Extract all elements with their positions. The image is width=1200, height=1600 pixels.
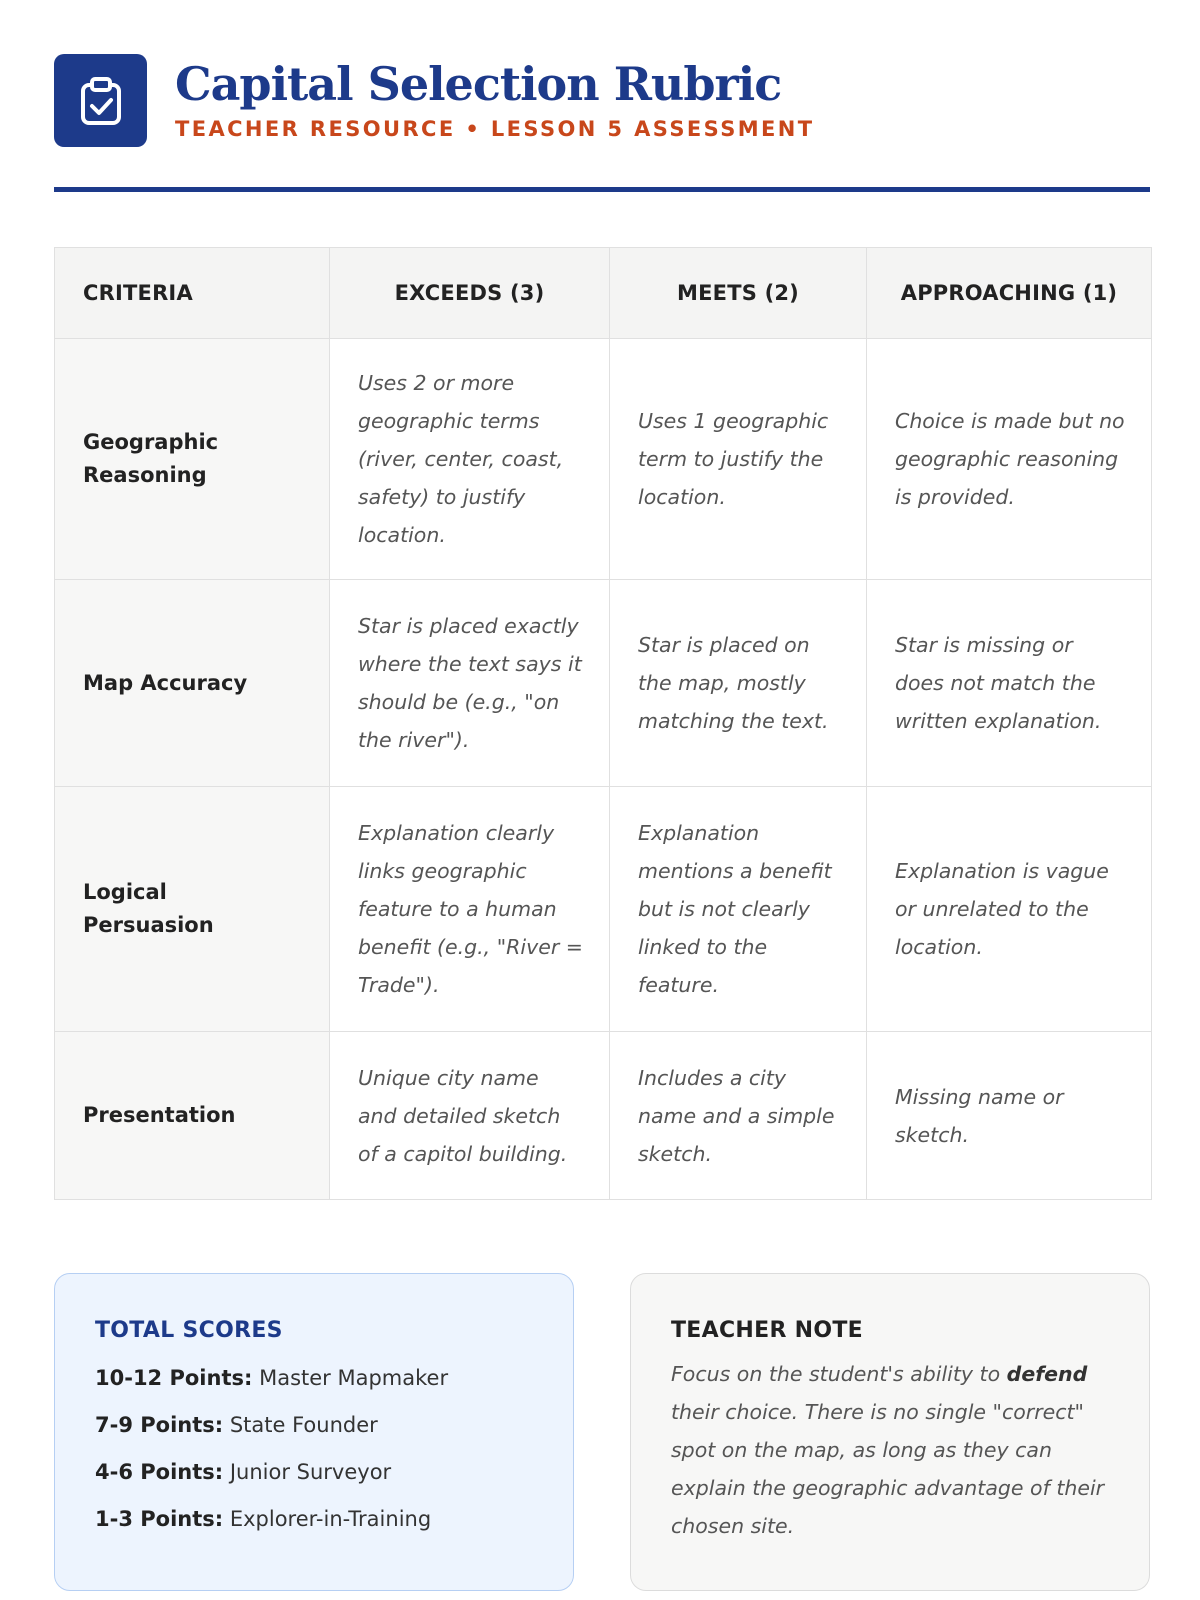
table-row <box>55 1032 1152 1200</box>
table-row <box>55 787 1152 1032</box>
score-range: 10-12 Points: <box>95 1366 253 1390</box>
table-header-row <box>55 248 1152 339</box>
table-row <box>55 339 1152 580</box>
score-range: 4-6 Points: <box>95 1460 224 1484</box>
score-label: Explorer-in-Training <box>229 1507 432 1531</box>
exceeds-cell: Explanation clearly links geographic feature to a human benefit (e.g., "River = Trade"). <box>330 787 610 1032</box>
score-item <box>95 1402 533 1449</box>
approaching-cell: Choice is made but no geographic reasoning is provided. <box>867 339 1152 580</box>
header-divider <box>54 187 1150 192</box>
exceeds-cell: Unique city name and detailed sketch of a capitol building. <box>330 1032 610 1200</box>
note-emphasis: defend <box>1006 1362 1088 1386</box>
note-text-part: Focus on the student's ability to <box>671 1362 1007 1386</box>
score-label: State Founder <box>229 1413 378 1437</box>
meets-cell: Uses 1 geographic term to justify the location. <box>610 339 867 580</box>
clipboard-check-icon <box>54 54 147 147</box>
criteria-cell: Presentation <box>55 1032 330 1200</box>
total-scores-panel <box>54 1273 574 1591</box>
header <box>54 54 1150 146</box>
exceeds-cell: Uses 2 or more geographic terms (river, center, coast, safety) to justify location. <box>330 339 610 580</box>
approaching-cell: Star is missing or does not match the written explanation. <box>867 580 1152 787</box>
approaching-cell: Missing name or sketch. <box>867 1032 1152 1200</box>
column-header-meets: MEETS (2) <box>610 248 867 339</box>
total-scores-title: TOTAL SCORES <box>95 1318 283 1343</box>
score-item <box>95 1449 533 1496</box>
column-header-approaching: APPROACHING (1) <box>867 248 1152 339</box>
score-range: 1-3 Points: <box>95 1507 224 1531</box>
criteria-cell: Logical Persuasion <box>55 787 330 1032</box>
page-title: Capital Selection Rubric <box>175 57 782 111</box>
score-label: Junior Surveyor <box>229 1460 392 1484</box>
note-text-part: their choice. There is no single "correct" spot on the map, as long as they can explain the geographic advantage of their chosen site. <box>671 1400 1105 1538</box>
score-range: 7-9 Points: <box>95 1413 224 1437</box>
teacher-note-panel <box>630 1273 1150 1591</box>
column-header-exceeds: EXCEEDS (3) <box>330 248 610 339</box>
column-header-criteria: CRITERIA <box>55 248 330 339</box>
meets-cell: Includes a city name and a simple sketch. <box>610 1032 867 1200</box>
criteria-cell: Map Accuracy <box>55 580 330 787</box>
criteria-cell: Geographic Reasoning <box>55 339 330 580</box>
score-label: Master Mapmaker <box>259 1366 449 1390</box>
teacher-note-title: TEACHER NOTE <box>671 1318 863 1343</box>
score-item <box>95 1355 533 1402</box>
approaching-cell: Explanation is vague or unrelated to the location. <box>867 787 1152 1032</box>
page-subtitle: TEACHER RESOURCE • LESSON 5 ASSESSMENT <box>175 117 815 141</box>
meets-cell: Explanation mentions a benefit but is not clearly linked to the feature. <box>610 787 867 1032</box>
teacher-note-text <box>671 1355 1109 1545</box>
rubric-table <box>54 247 1152 1200</box>
score-item <box>95 1496 533 1543</box>
table-row <box>55 580 1152 787</box>
exceeds-cell: Star is placed exactly where the text says it should be (e.g., "on the river"). <box>330 580 610 787</box>
meets-cell: Star is placed on the map, mostly matching the text. <box>610 580 867 787</box>
